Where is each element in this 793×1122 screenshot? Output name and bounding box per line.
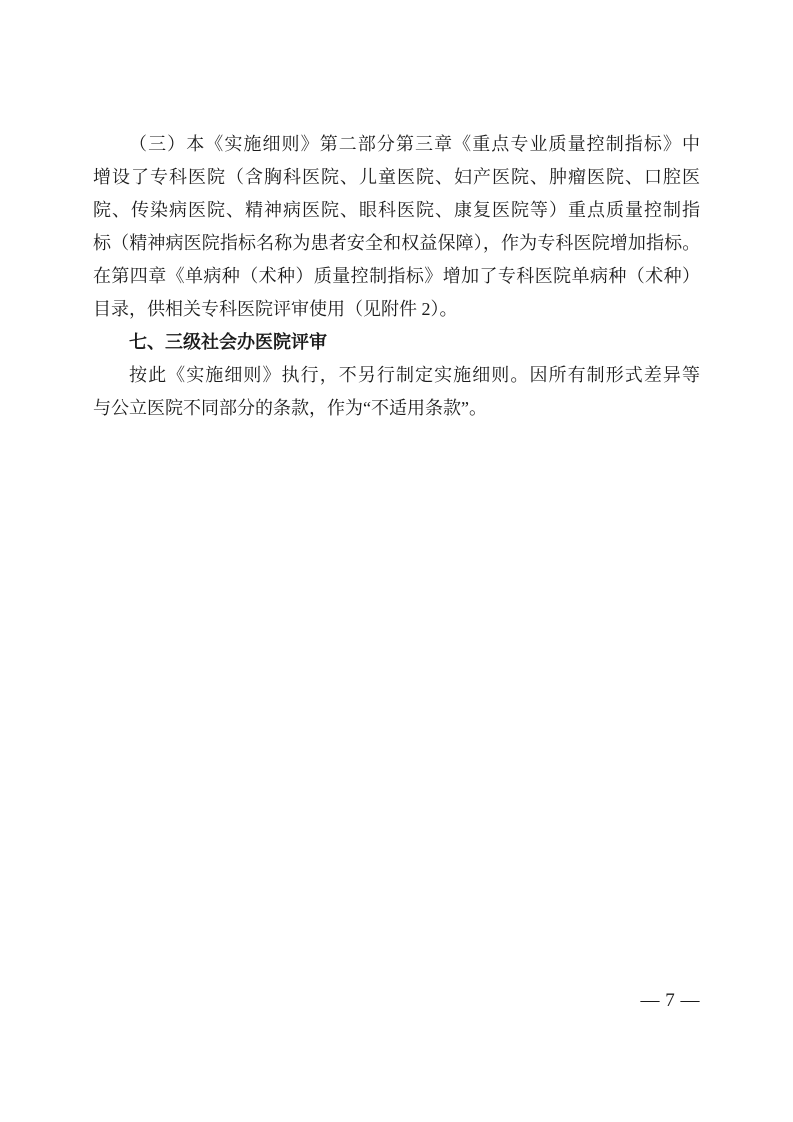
paragraph2-line: 与公立医院不同部分的条款，作为“不适用条款”。 (93, 398, 487, 418)
document-body (93, 128, 700, 425)
paragraph1-line: 标（精神病医院指标名称为患者安全和权益保障），作为专科医院增加指标。 (93, 233, 700, 253)
section-heading: 七、三级社会办医院评审 (129, 332, 327, 352)
paragraph1-line: （三）本《实施细则》第二部分第三章《重点专业质量控制指标》中 (129, 134, 700, 154)
paragraph1-line: 院、传染病医院、精神病医院、眼科医院、康复医院等）重点质量控制指 (93, 200, 700, 220)
paragraph1-line: 在第四章《单病种（术种）质量控制指标》增加了专科医院单病种（术种） (93, 266, 700, 286)
paragraph2-line: 按此《实施细则》执行，不另行制定实施细则。因所有制形式差异等 (129, 365, 700, 385)
page-number: — 7 — (640, 990, 700, 1011)
paragraph1-line: 增设了专科医院（含胸科医院、儿童医院、妇产医院、肿瘤医院、口腔医 (93, 167, 700, 187)
paragraph1-line: 目录，供相关专科医院评审使用（见附件 2）。 (93, 299, 458, 319)
